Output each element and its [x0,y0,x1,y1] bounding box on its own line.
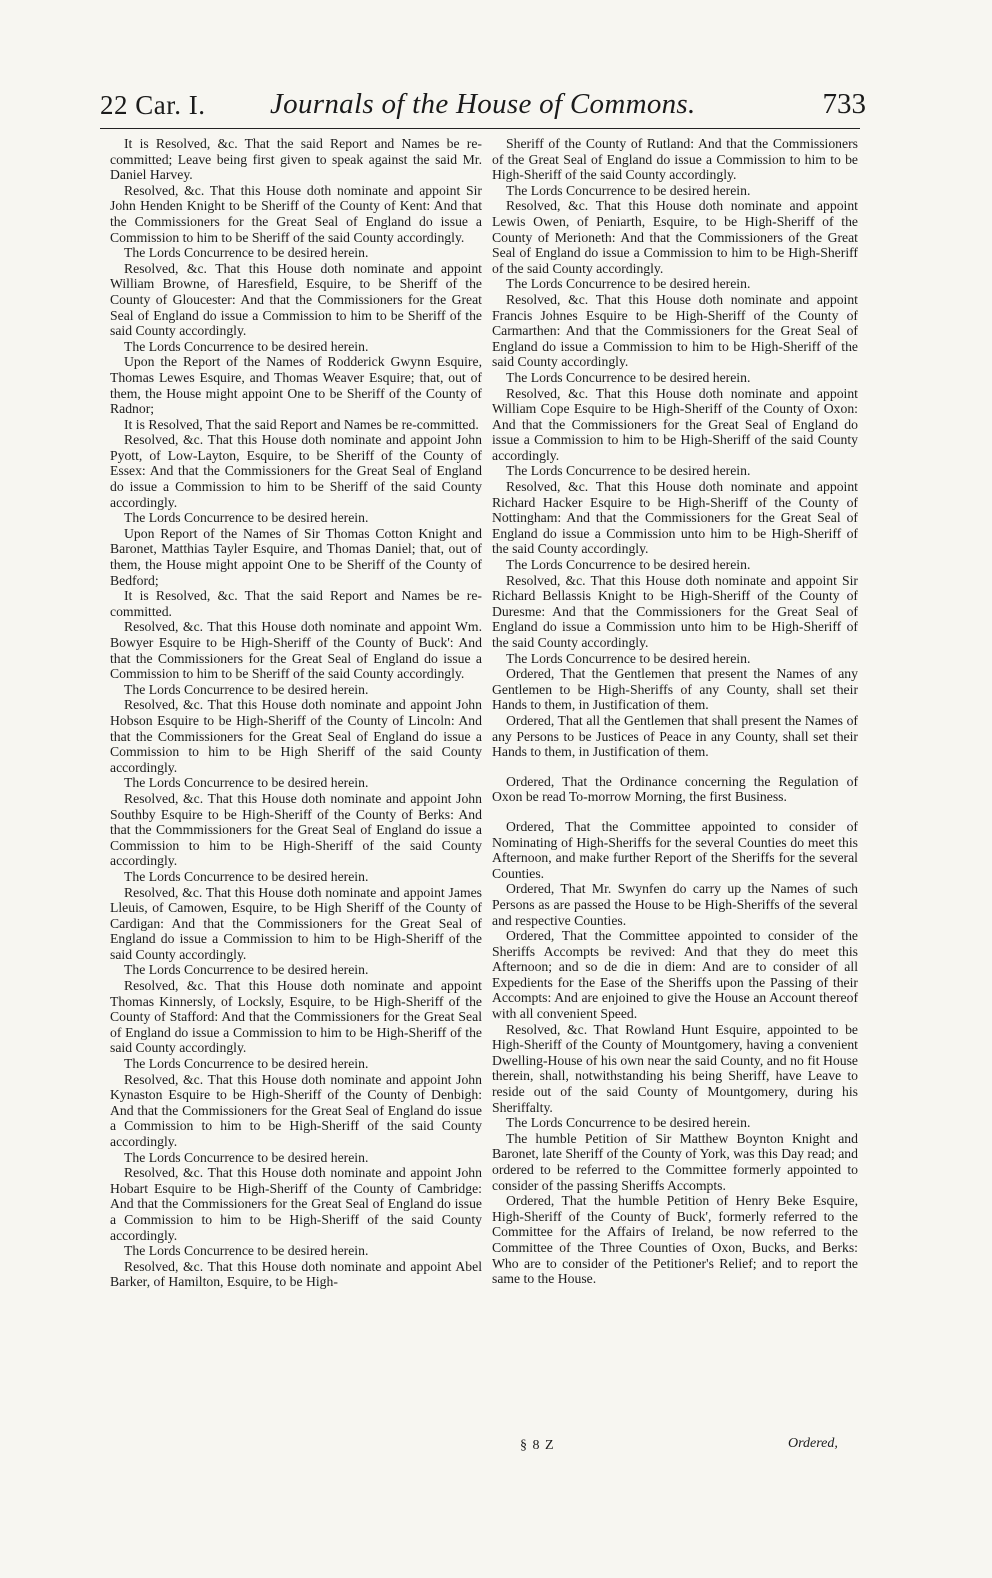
journal-entry: Ordered, That all the Gentlemen that shall present the Names of any Persons to be Justices of Peace in any County, shall set their Hands to them, in Justification of them. [492,712,858,760]
journal-entry: Resolved, &c. That this House doth nominate and appoint John Pyott, of Low-Layton, Esquire, to be Sheriff of the County of Essex: And that the Commissioners for the Great Seal of England do issue a Commission to him to be Sheriff of the said County accordingly. [110,432,482,510]
page-number: 733 [822,88,866,120]
journal-entry: The Lords Concurrence to be desired herein. [506,557,751,573]
journal-entry: The Lords Concurrence to be desired herein. [124,962,369,978]
journal-entry: The Lords Concurrence to be desired herein. [124,510,369,526]
journal-entry: Resolved, &c. That this House doth nominate and appoint John Hobson Esquire to be High-Sheriff of the County of Lincoln: And that the Commissioners for the Great Seal of England do issue a Commission to him to be High Sheriff of the said County accordingly. [110,697,482,775]
journal-entry: Resolved, &c. That this House doth nominate and appoint Francis Johnes Esquire to be High-Sheriff of the County of Carmarthen: And that the Commissioners for the Great Seal of England do issue a Commission to him to be High-Sheriff of the said County accordingly. [492,291,858,370]
journal-entry: Resolved, &c. That this House doth nominate and appoint John Kynaston Esquire to be High-Sheriff of the County of Denbigh: And that the Commissioners for the Great Seal of England do issue a Commission to him to be High-Sheriff of the said County accordingly. [110,1071,482,1149]
journal-entry: The Lords Concurrence to be desired herein. [124,868,369,884]
journal-entry: Resolved, &c. That Rowland Hunt Esquire, appointed to be High-Sheriff of the County of Mountgomery, having a convenient Dwelling-House of his own near the said County, and no fit House therein, shall, notwithstanding his being Sheriff, have Leave to reside out of the said County of Mountgomery, during his Sheriffalty. [492,1021,858,1115]
journal-entry: Resolved, &c. That this House doth nominate and appoint Thomas Kinnersly, of Locksly, Esquire, to be High-Sheriff of the County of Stafford: And that the Commissioners for the Great Seal of England do issue a Commission to him to be High-Sheriff of the said County accordingly. [110,978,482,1056]
journal-entry: Ordered, That the Gentlemen that present the Names of any Gentlemen to be High-Sheriffs of any County, shall set their Hands to them, in Justification of them. [492,666,858,713]
journal-entry: Resolved, &c. That this House doth nominate and appoint John Southby Esquire to be High-Sheriff of the County of Berks: And that the Commmissioners for the Great Seal of England do issue a Commission to him to be High-Sheriff of the said County accordingly. [110,790,482,869]
journal-entry: The Lords Concurrence to be desired herein. [506,463,751,479]
journal-entry: The Lords Concurrence to be desired herein. [506,276,751,292]
journal-entry: The Lords Concurrence to be desired herein. [124,775,369,791]
journal-entry: Sheriff of the County of Rutland: And that the Commissioners of the Great Seal of England do issue a Commission to him to be High-Sheriff of the said County accordingly. [492,136,858,183]
running-title: Journals of the House of Commons. [270,88,696,120]
journal-entry: Ordered, That the Ordinance concerning the Regulation of Oxon be read To-morrow Morning, the first Business. [492,773,858,805]
journal-entry: The Lords Concurrence to be desired herein. [124,681,369,697]
journal-entry: It is Resolved, &c. That the said Report and Names be re-committed; Leave being first given to speak against the said Mr. Daniel Harvey. [110,136,482,183]
journal-entry: Ordered, That the Committee appointed to consider of Nominating of High-Sheriffs for the several Counties do meet this Afternoon, and make further Report of the Sheriffs for the several Counties. [492,818,858,881]
signature-mark: § 8 Z [520,1438,555,1453]
journal-entry: Ordered, That Mr. Swynfen do carry up the Names of such Persons as are passed the House to be High-Sheriffs of the several and respective Counties. [492,881,858,928]
journal-entry: Ordered, That the Committee appointed to consider of the Sheriffs Accompts be revived: And that they do meet this Afternoon; and so de die in diem: And are to consider of all Expedients for the Ease of the Sheriffs upon the Passing of their Accompts: And are enjoined to give the House an Account thereof with all convenient Speed. [492,928,858,1022]
journal-entry: Resolved, &c. That this House doth nominate and appoint Sir John Henden Knight to be Sheriff of the County of Kent: And that the Commissioners for the Great Seal of England do issue a Commission to him to be Sheriff of the said County accordingly. [110,182,482,245]
journal-entry: Resolved, &c. That this House doth nominate and appoint Wm. Bowyer Esquire to be High-Sheriff of the County of Buck': And that the Commissioners for the Great Seal of England do issue a Commission to him to be Sheriff of the said County accordingly. [110,619,482,682]
page-header [100,88,866,129]
journal-entry: Resolved, &c. That this House doth nominate and appoint William Cope Esquire to be High-Sheriff of the County of Oxon: And that the Commissioners for the Great Seal of England do issue a Commission to him to be High-Sheriff of the said County accordingly. [492,385,858,463]
journal-entry: The Lords Concurrence to be desired herein. [506,1115,751,1131]
journal-entry: The Lords Concurrence to be desired herein. [506,650,751,666]
journal-entry: The Lords Concurrence to be desired herein. [124,1056,369,1072]
journal-entry: Resolved, &c. That this House doth nominate and appoint Richard Hacker Esquire to be High-Sheriff of the County of Nottingham: And that the Commissioners for the Great Seal of England do issue a Commission unto him to be High-Sheriff of the said County accordingly. [492,479,858,557]
journal-entry: Resolved, &c. That this House doth nominate and appoint Sir Richard Bellassis Knight to be High-Sheriff of the County of Duresme: And that the Commissioners for the Great Seal of England do issue a Commission unto him to be High-Sheriff of the said County accordingly. [492,572,858,650]
journal-entry: The Lords Concurrence to be desired herein. [124,338,369,354]
journal-entry: Resolved, &c. That this House doth nominate and appoint William Browne, of Haresfield, Esquire, to be Sheriff of the County of Gloucester: And that the Commissioners for the Great Seal of England do issue a Commission to him to be Sheriff of the said County accordingly. [110,260,482,339]
journal-entry: The humble Petition of Sir Matthew Boynton Knight and Baronet, late Sheriff of the County of York, was this Day read; and ordered to be referred to the Committee formerly appointed to consider of the passing Sheriffs Accompts. [492,1130,858,1193]
journal-entry: The Lords Concurrence to be desired herein. [124,1243,369,1259]
journal-entry: Resolved, &c. That this House doth nominate and appoint Lewis Owen, of Peniarth, Esquire, to be High-Sheriff of the County of Merioneth: And that the Commissioners of the Great Seal of England do issue a Commission to him to be High-Sheriff of the said County accordingly. [492,198,858,276]
journal-entry: The Lords Concurrence to be desired herein. [124,1149,369,1165]
journal-entry: It is Resolved, That the said Report and Names be re-committed. [124,416,479,432]
journal-entry: Resolved, &c. That this House doth nominate and appoint John Hobart Esquire to be High-Sheriff of the County of Cambridge: And that the Commissioners for the Great Seal of England do issue a Commission to him to be High-Sheriff of the said County accordingly. [110,1165,482,1243]
journal-entry: Resolved, &c. That this House doth nominate and appoint James Lleuis, of Camowen, Esquire, to be High Sheriff of the County of Cardigan: And that the Commissioners for the Great Seal of England do issue a Commission to him to be High-Sheriff of the said County accordingly. [110,884,482,962]
journal-entry: Upon the Report of the Names of Rodderick Gwynn Esquire, Thomas Lewes Esquire, and Thomas Weaver Esquire; that, out of them, the House might appoint One to be Sheriff of the County of Radnor; [110,354,482,417]
journal-entry: Upon Report of the Names of Sir Thomas Cotton Knight and Baronet, Matthias Tayler Esquire, and Thomas Daniel; that, out of them, the House might appoint One to be Sheriff of the County of Bedford; [110,525,482,588]
journal-entry: The Lords Concurrence to be desired herein. [124,245,369,261]
journal-entry: The Lords Concurrence to be desired herein. [506,369,751,385]
journal-entry: Ordered, That the humble Petition of Henry Beke Esquire, High-Sheriff of the County of Buck', formerly referred to the Committee for the Affairs of Ireland, be now referred to the Committee of the Three Counties of Oxon, Bucks, and Berks: Who are to consider of the Petitioner's Relief; and to report the same to the House. [492,1193,858,1287]
journal-entry: The Lords Concurrence to be desired herein. [506,182,751,198]
journal-entry: Resolved, &c. That this House doth nominate and appoint Abel Barker, of Hamilton, Esquire, to be High- [110,1258,482,1290]
left-column [110,136,482,1290]
journal-entry: It is Resolved, &c. That the said Report and Names be re-committed. [110,588,482,619]
right-column [492,136,858,1287]
regnal-year: 22 Car. I. [100,90,206,120]
catchword: Ordered, [788,1436,838,1451]
